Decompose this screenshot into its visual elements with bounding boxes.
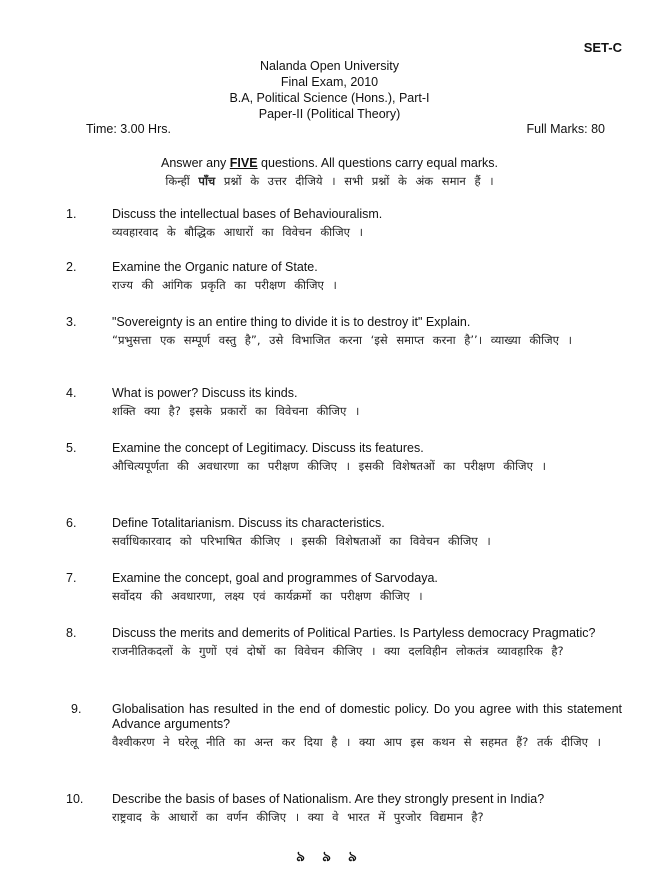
question-text-hi: राष्ट्रवाद के आधारों का वर्णन कीजिए । क्या वे भारत में पुरजोर विद्यमान है? xyxy=(112,810,484,824)
question-text-hi: औचित्यपूर्णता की अवधारणा का परीक्षण कीजिए । इसकी विशेषतओं का परीक्षण कीजिए । xyxy=(112,459,546,473)
question-text-en: Examine the Organic nature of State. xyxy=(112,260,318,274)
question-number: 8. xyxy=(66,626,77,640)
instructions-hi-before: किन्हीं xyxy=(165,174,199,188)
question-text-hi: “प्रभुसत्ता एक सम्पूर्ण वस्तु है”, उसे विभाजित करना ‘इसे समाप्त करना है’’। व्याख्या कीजिए । xyxy=(112,333,573,347)
question-text-hi: सर्वोदय की अवधारणा, लक्ष्य एवं कार्यक्रमों का परीक्षण कीजिए । xyxy=(112,589,423,603)
question-text-hi: वैश्वीकरण ने घरेलू नीति का अन्त कर दिया है । क्या आप इस कथन से सहमत हैं? तर्क दीजिए । xyxy=(112,735,602,749)
question-text-en: Examine the concept, goal and programmes of Sarvodaya. xyxy=(112,571,438,585)
question-text-hi: सर्वाधिकारवाद को परिभाषित कीजिए । इसकी विशेषताओं का विवेचन कीजिए । xyxy=(112,534,491,548)
question-text-en: Discuss the merits and demerits of Political Parties. Is Partyless democracy Pragmatic? xyxy=(112,626,596,640)
exam-name: Final Exam, 2010 xyxy=(280,75,379,89)
question-number: 4. xyxy=(66,386,77,400)
instructions xyxy=(0,156,659,191)
question-number: 7. xyxy=(66,571,77,585)
course-name: B.A, Political Science (Hons.), Part-I xyxy=(229,91,430,105)
question-text-en: Globalisation has resulted in the end of domestic policy. Do you agree with this statement Advance arguments? xyxy=(112,702,622,731)
question-text-hi: व्यवहारवाद के बौद्धिक आधारों का विवेचन कीजिए । xyxy=(112,225,364,239)
university-name: Nalanda Open University xyxy=(260,59,399,73)
paper-name: Paper-II (Political Theory) xyxy=(258,107,401,121)
question-text-en: Discuss the intellectual bases of Behaviouralism. xyxy=(112,207,383,221)
question-text-en: "Sovereignty is an entire thing to divide it is to destroy it" Explain. xyxy=(112,315,471,329)
instructions-en xyxy=(0,156,659,171)
question-number: 1. xyxy=(66,207,77,221)
question-text-en: Define Totalitarianism. Discuss its characteristics. xyxy=(112,516,385,530)
instructions-en-after: questions. All questions carry equal marks. xyxy=(257,156,498,170)
exam-header xyxy=(0,58,659,122)
question-number: 10. xyxy=(66,792,84,806)
question-number: 6. xyxy=(66,516,77,530)
end-marker: ৯ ৯ ৯ xyxy=(295,849,363,865)
question-number: 2. xyxy=(66,260,77,274)
time-allowed: Time: 3.00 Hrs. xyxy=(86,122,171,136)
question-text-hi: राज्य की आंगिक प्रकृति का परीक्षण कीजिए । xyxy=(112,278,337,292)
question-number: 9. xyxy=(71,702,82,716)
question-number: 5. xyxy=(66,441,77,455)
instructions-en-highlight: FIVE xyxy=(229,156,258,170)
question-text-en: Describe the basis of bases of Nationalism. Are they strongly present in India? xyxy=(112,792,545,806)
question-text-hi: राजनीतिकदलों के गुणों एवं दोषों का विवेचन कीजिए । क्या दलविहीन लोकतंत्र व्यावहारिक है? xyxy=(112,644,564,658)
question-text-en: Examine the concept of Legitimacy. Discuss its features. xyxy=(112,441,424,455)
question-text-hi: शक्ति क्या है? इसके प्रकारों का विवेचना कीजिए । xyxy=(112,404,360,418)
question-number: 3. xyxy=(66,315,77,329)
question-text-en: What is power? Discuss its kinds. xyxy=(112,386,298,400)
instructions-hi-highlight: पाँच xyxy=(198,174,216,188)
instructions-hi xyxy=(0,171,659,191)
full-marks: Full Marks: 80 xyxy=(526,122,605,136)
instructions-hi-after: प्रश्नों के उत्तर दीजिये । सभी प्रश्नों के अंक समान हैं । xyxy=(215,174,494,188)
set-label: SET-C xyxy=(583,40,622,55)
instructions-en-before: Answer any xyxy=(161,156,230,170)
